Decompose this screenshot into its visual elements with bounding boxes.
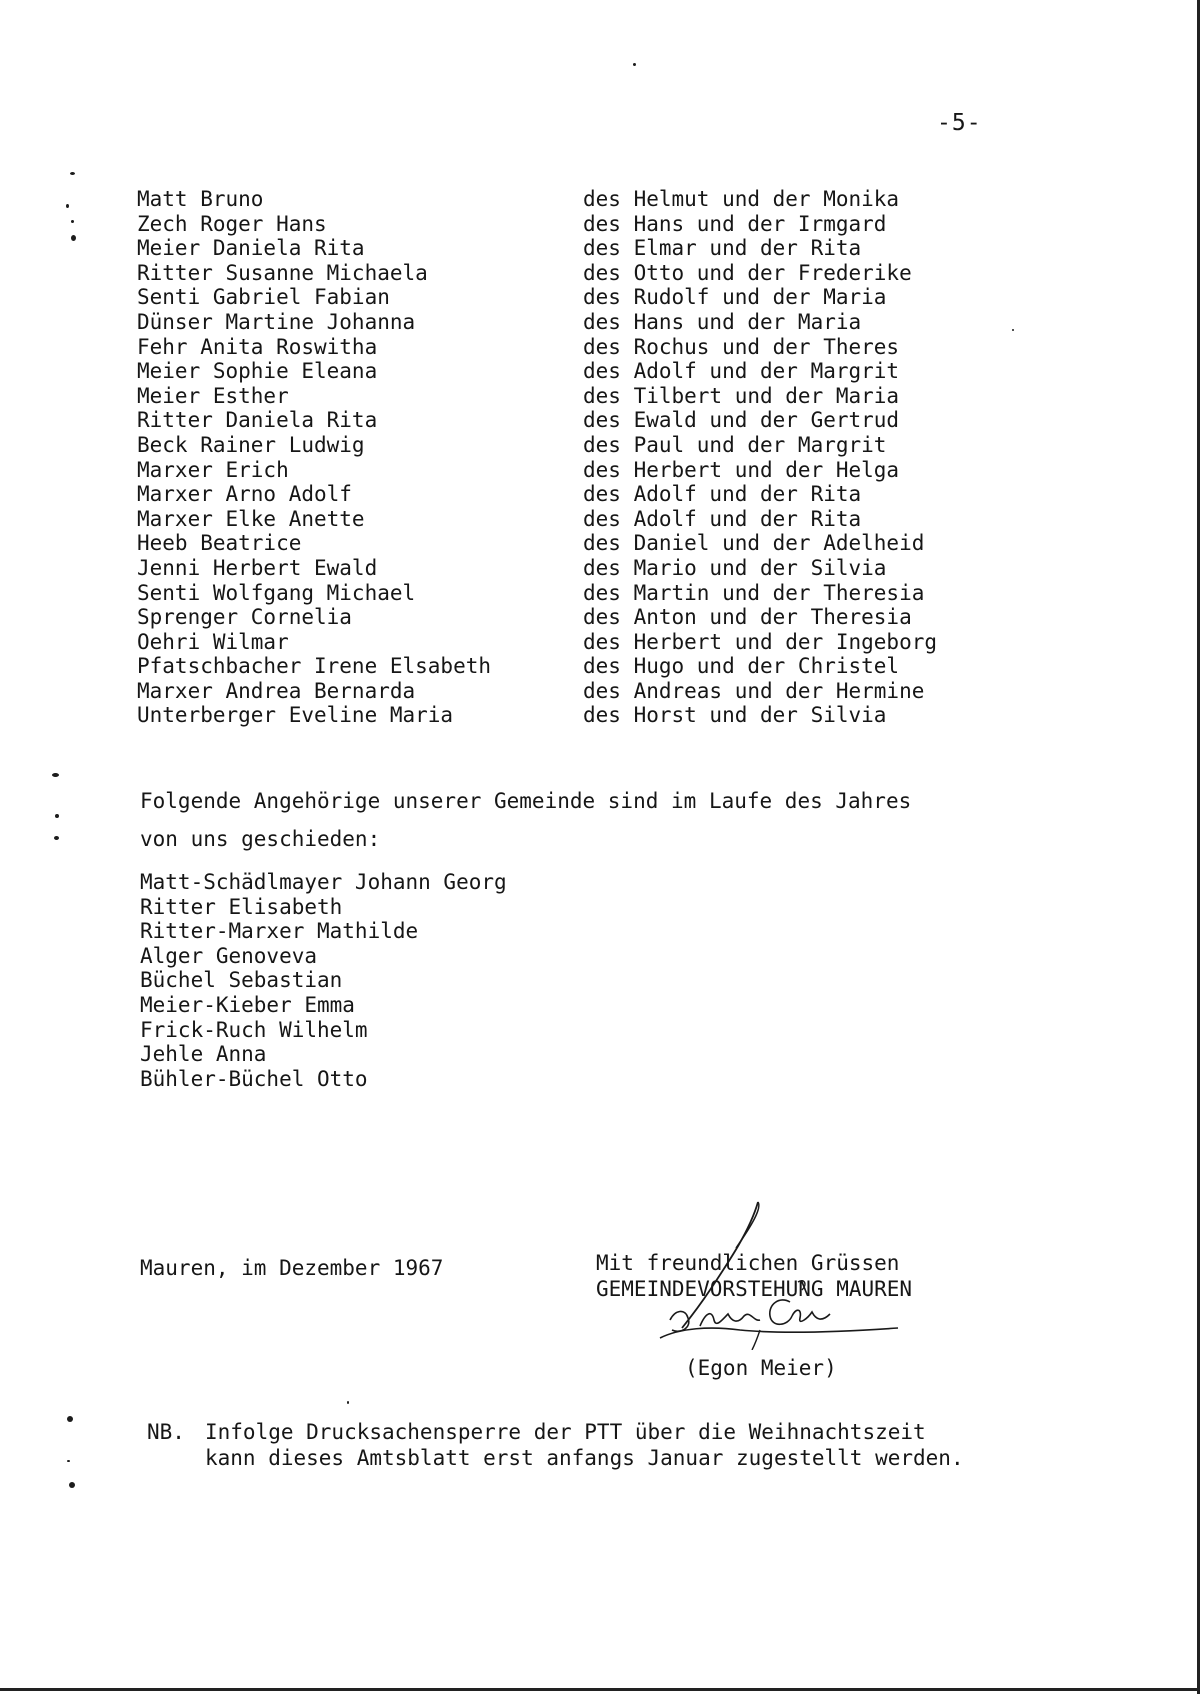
birth-row [137,507,1037,532]
closing-greeting: Mit freundlichen Grüssen [596,1251,900,1275]
deceased-name: Matt-Schädlmayer Johann Georg [140,870,507,894]
footnote-line2: kann dieses Amtsblatt erst anfangs Januar zugestellt werden. [205,1446,964,1470]
child-name: Senti Wolfgang Michael [137,580,416,605]
child-name: Meier Daniela Rita [137,236,365,261]
birth-row [137,384,1037,409]
birth-row [137,556,1037,581]
child-name: Pfatschbacher Irene Elsabeth [137,654,492,679]
scan-speck [1012,329,1014,331]
birth-row [137,408,1037,433]
parents-text: des Mario und der Silvia [583,555,887,580]
scan-speck [67,1416,73,1422]
scan-speck [71,220,74,223]
parents-text: des Adolf und der Rita [583,482,862,507]
child-name: Ritter Susanne Michaela [137,260,428,285]
parents-text: des Daniel und der Adelheid [583,531,925,556]
birth-row [137,359,1037,384]
deaths-intro-line2: von uns geschieden: [140,827,381,851]
child-name: Heeb Beatrice [137,531,302,556]
parents-text: des Herbert und der Helga [583,457,900,482]
birth-row [137,703,1037,728]
footnote-label: NB. [147,1420,185,1444]
child-name: Ritter Daniela Rita [137,408,378,433]
place-date: Mauren, im Dezember 1967 [140,1256,444,1280]
handwritten-signature [640,1200,900,1350]
birth-row [137,581,1037,606]
parents-text: des Horst und der Silvia [583,703,887,728]
parents-text: des Adolf und der Margrit [583,359,900,384]
deceased-name: Büchel Sebastian [140,968,343,993]
child-name: Meier Esther [137,383,289,408]
signed-name: (Egon Meier) [685,1356,837,1380]
parents-text: des Ewald und der Gertrud [583,408,900,433]
child-name: Zech Roger Hans [137,211,327,236]
birth-row [137,212,1037,237]
parents-text: des Helmut und der Monika [583,187,900,211]
birth-row [137,335,1037,360]
birth-row [137,482,1037,507]
scan-speck [52,773,59,777]
parents-text: des Paul und der Margrit [583,432,887,457]
birth-row [137,261,1037,286]
child-name: Marxer Elke Anette [137,506,365,531]
child-name: Marxer Andrea Bernarda [137,678,416,703]
parents-text: des Hans und der Irmgard [583,211,887,236]
parents-text: des Anton und der Theresia [583,605,912,630]
child-name: Matt Bruno [137,187,264,211]
birth-row [137,630,1037,655]
birth-row [137,458,1037,483]
scan-speck [69,1482,75,1488]
child-name: Beck Rainer Ludwig [137,432,365,457]
parents-text: des Rochus und der Theres [583,334,900,359]
scan-speck [66,204,69,208]
deceased-name: Alger Genoveva [140,943,318,968]
child-name: Jenni Herbert Ewald [137,555,378,580]
parents-text: des Rudolf und der Maria [583,285,887,310]
child-name: Marxer Erich [137,457,289,482]
deaths-list [140,870,507,1091]
parents-text: des Martin und der Theresia [583,580,925,605]
scan-edge-bottom [0,1688,1200,1691]
child-name: Senti Gabriel Fabian [137,285,390,310]
parents-text: des Elmar und der Rita [583,236,862,261]
footnote [147,1419,964,1471]
deaths-intro-line1: Folgende Angehörige unserer Gemeinde sind im Laufe des Jahres [140,789,912,813]
child-name: Meier Sophie Eleana [137,359,378,384]
parents-text: des Otto und der Frederike [583,260,912,285]
deaths-intro [140,782,911,858]
deceased-name: Meier-Kieber Emma [140,992,355,1017]
parents-text: des Tilbert und der Maria [583,383,900,408]
birth-row [137,310,1037,335]
scan-speck [71,235,76,241]
scan-speck [67,1460,70,1462]
child-name: Marxer Arno Adolf [137,482,352,507]
child-name: Dünser Martine Johanna [137,309,416,334]
parents-text: des Andreas und der Hermine [583,678,925,703]
scan-speck [70,172,75,175]
parents-text: des Adolf und der Rita [583,506,862,531]
page-number: -5- [937,110,982,136]
scan-speck [54,836,59,840]
birth-row [137,679,1037,704]
birth-row [137,433,1037,458]
scan-speck [633,63,636,66]
birth-row [137,236,1037,261]
child-name: Fehr Anita Roswitha [137,334,378,359]
scan-speck [55,814,59,818]
parents-text: des Hans und der Maria [583,309,862,334]
footnote-line1: Infolge Drucksachensperre der PTT über die Weihnachtszeit [205,1420,926,1444]
deceased-name: Bühler-Büchel Otto [140,1066,368,1091]
birth-row [137,285,1037,310]
parents-text: des Herbert und der Ingeborg [583,629,938,654]
closing-authority: GEMEINDEVORSTEHUNG MAUREN [596,1277,913,1301]
child-name: Oehri Wilmar [137,629,289,654]
birth-row [137,605,1037,630]
child-name: Sprenger Cornelia [137,605,352,630]
deceased-name: Frick-Ruch Wilhelm [140,1017,368,1042]
birth-row [137,187,1037,212]
birth-row [137,531,1037,556]
deceased-name: Jehle Anna [140,1042,267,1067]
scan-speck [347,1401,349,1404]
parents-text: des Hugo und der Christel [583,654,900,679]
deceased-name: Ritter-Marxer Mathilde [140,919,419,944]
deceased-name: Ritter Elisabeth [140,894,343,919]
child-name: Unterberger Eveline Maria [137,703,454,728]
births-list [137,187,1037,728]
birth-row [137,654,1037,679]
